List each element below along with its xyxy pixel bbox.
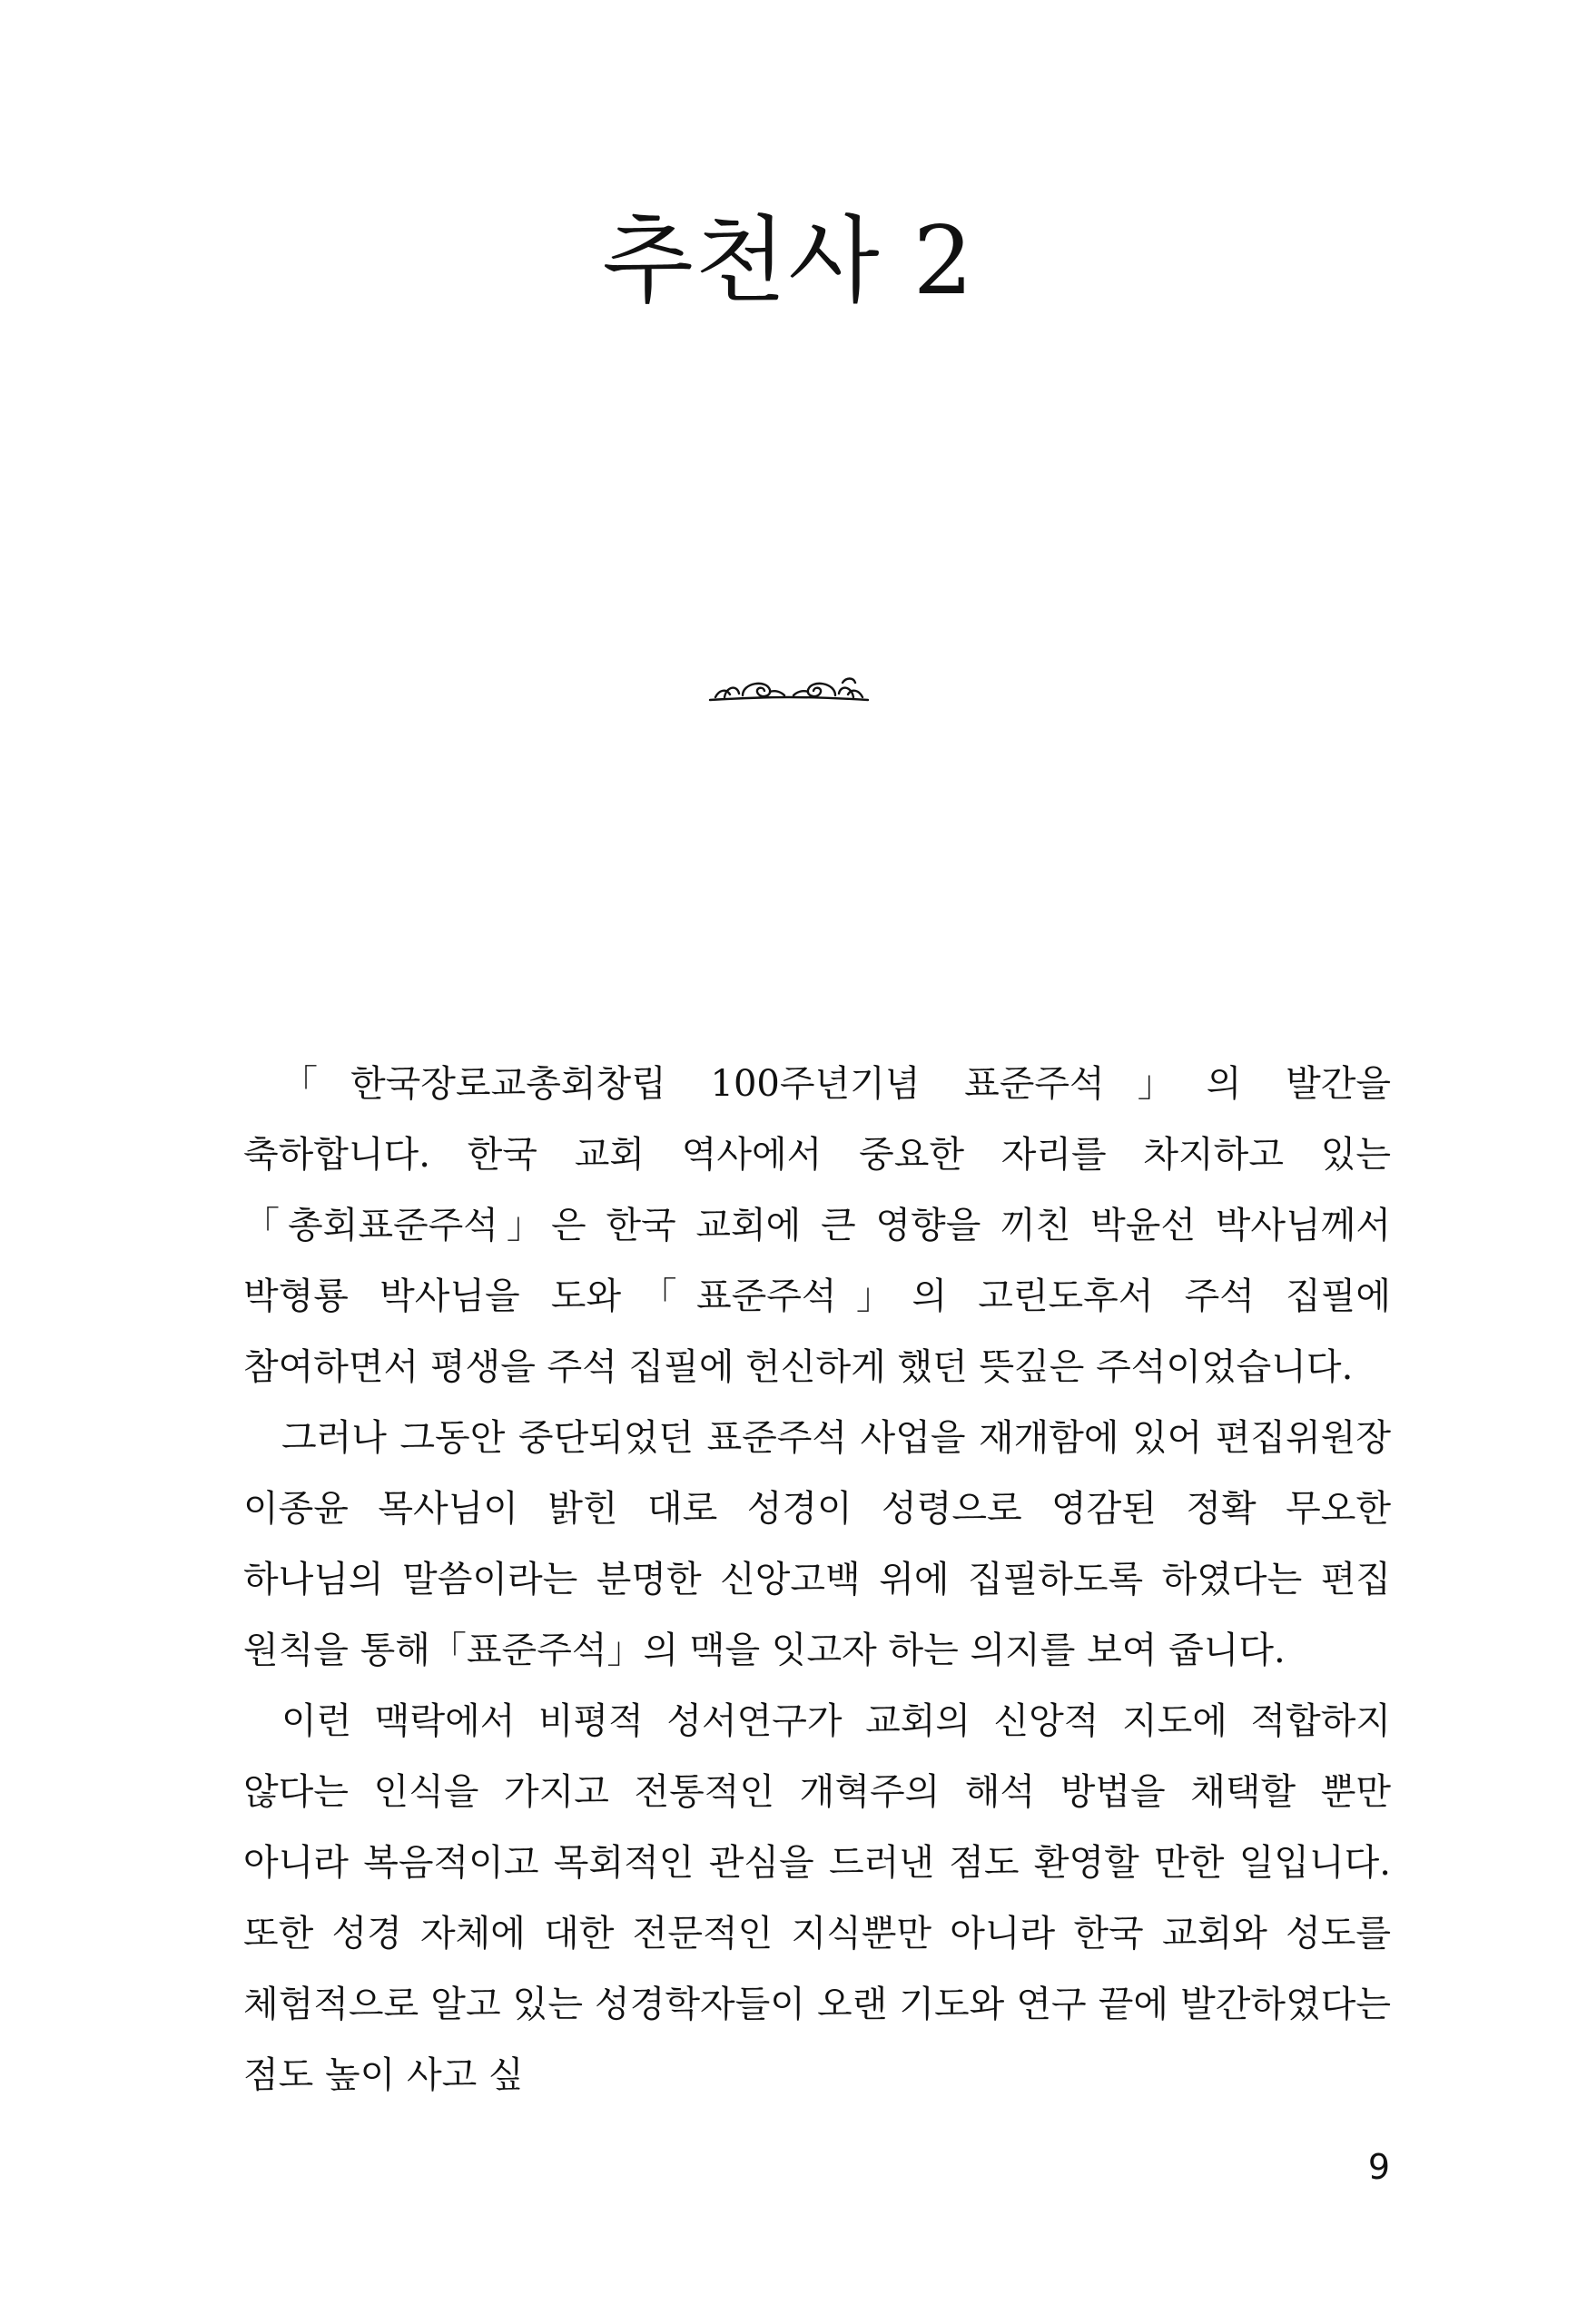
page-number: 9 [1367,2147,1390,2187]
paragraph-3: 이런 맥락에서 비평적 성서연구가 교회의 신앙적 지도에 적합하지 않다는 인식을 가지고 전통적인 개혁주의 해석 방법을 채택할 뿐만 아니라 복음적이고 목회적인 관심을 드러낸 점도 환영할 만한 일입니다. 또한 성경 자체에 대한 전문적인 지식뿐만 아니라 한국 교회와 성도를 체험적으로 알고 있는 성경학자들이 오랜 기도와 연구 끝에 발간하였다는 점도 높이 사고 싶 [243,1700,1391,2096]
paragraph-2: 그러나 그동안 중단되었던 표준주석 사업을 재개함에 있어 편집위원장 이종윤 목사님이 밝힌 대로 성경이 성령으로 영감된 정확 무오한 하나님의 말씀이라는 분명한 신앙고백 위에 집필하도록 하였다는 편집 원칙을 통해「표준주석」의 맥을 잇고자 하는 의지를 보여 줍니다. [243,1417,1391,1671]
body-text [243,1049,1391,2111]
page-title: 추천사 2 [602,205,975,316]
paragraph-1: 「한국장로교총회창립 100주년기념 표준주석」의 발간을 축하합니다. 한국 교회 역사에서 중요한 자리를 차지하고 있는「총회표준주석」은 한국 교회에 큰 영향을 끼친 박윤선 박사님께서 박형룡 박사님을 도와「표준주석」의 고린도후서 주석 집필에 참여하면서 평생을 주석 집필에 헌신하게 했던 뜻깊은 주석이었습니다. [243,1063,1391,1388]
flourish-ornament-icon [706,670,872,706]
